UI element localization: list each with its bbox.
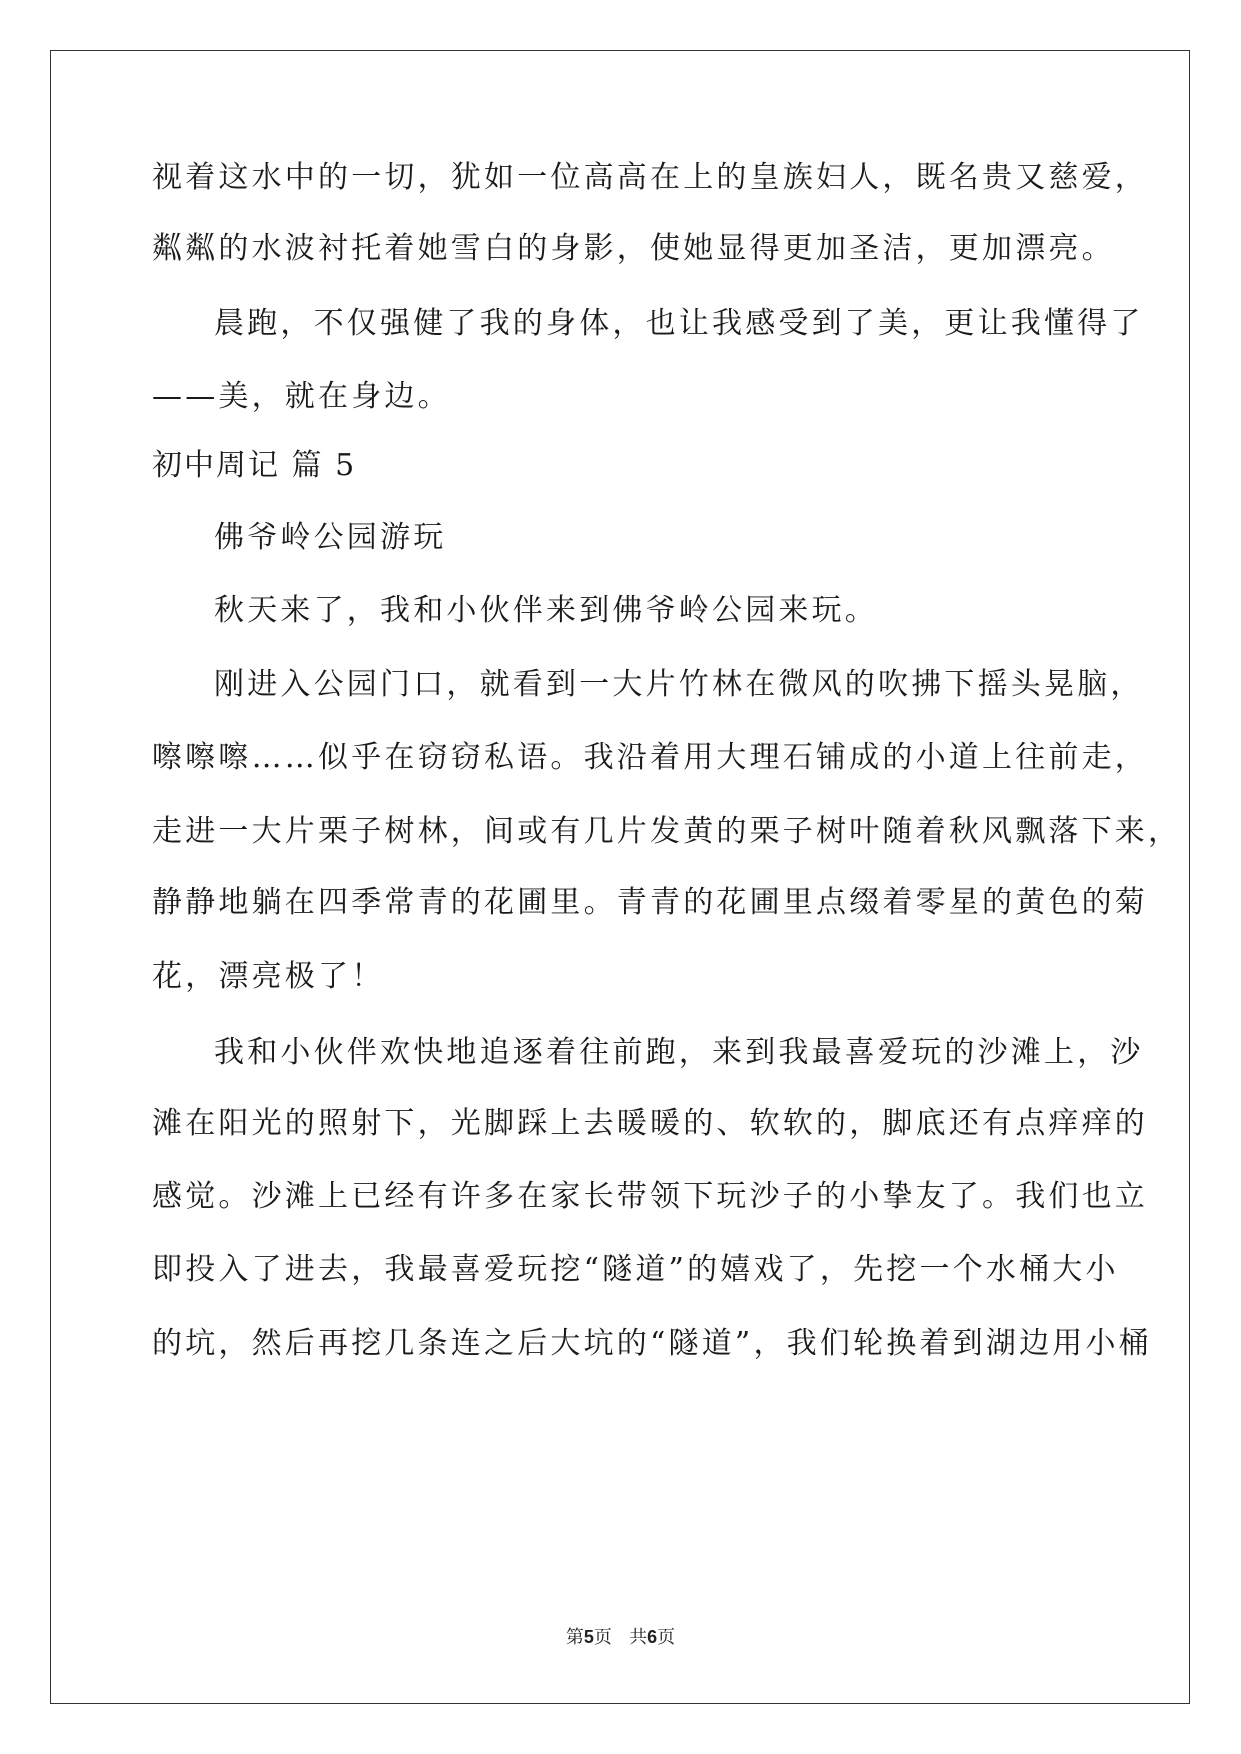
total-prefix: 共 (629, 1627, 648, 1648)
section-heading: 初中周记 篇 5 (152, 448, 357, 483)
text-line: 嚓嚓嚓……似乎在窃窃私语。我沿着用大理石铺成的小道上往前走， (152, 740, 1148, 775)
page-prefix: 第 (565, 1627, 584, 1648)
text-line: 即投入了进去，我最喜爱玩挖“隧道”的嬉戏了，先挖一个水桶大小 (152, 1252, 1119, 1287)
text-line: 滩在阳光的照射下，光脚踩上去暖暖的、软软的，脚底还有点痒痒的 (152, 1106, 1148, 1141)
current-page-number: 5 (583, 1627, 594, 1647)
text-line: ——美，就在身边。 (152, 379, 451, 414)
text-line: 感觉。沙滩上已经有许多在家长带领下玩沙子的小挚友了。我们也立 (152, 1179, 1148, 1214)
paragraph-first-line: 晨跑，不仅强健了我的身体，也让我感受到了美，更让我懂得了 (214, 306, 1144, 341)
text-line: 走进一大片栗子树林，间或有几片发黄的栗子树叶随着秋风飘落下来， (152, 814, 1182, 849)
paragraph-first-line: 刚进入公园门口，就看到一大片竹林在微风的吹拂下摇头晃脑， (214, 667, 1144, 702)
page-suffix: 页 (593, 1627, 612, 1648)
text-line: 视着这水中的一切，犹如一位高高在上的皇族妇人，既名贵又慈爱， (152, 160, 1148, 195)
text-line: 的坑，然后再挖几条连之后大坑的“隧道”，我们轮换着到湖边用小桶 (152, 1326, 1152, 1361)
total-page-count: 6 (647, 1627, 658, 1647)
text-line: 静静地躺在四季常青的花圃里。青青的花圃里点缀着零星的黄色的菊 (152, 885, 1148, 920)
paragraph-first-line: 秋天来了，我和小伙伴来到佛爷岭公园来玩。 (214, 593, 878, 628)
paragraph-first-line: 我和小伙伴欢快地追逐着往前跑，来到我最喜爱玩的沙滩上，沙 (214, 1035, 1144, 1070)
page-footer (0, 1626, 1241, 1649)
page-border (50, 50, 1190, 1704)
article-title: 佛爷岭公园游玩 (214, 520, 447, 555)
total-suffix: 页 (657, 1627, 676, 1648)
text-line: 花，漂亮极了！ (152, 959, 385, 994)
text-line: 粼粼的水波衬托着她雪白的身影，使她显得更加圣洁，更加漂亮。 (152, 231, 1115, 266)
